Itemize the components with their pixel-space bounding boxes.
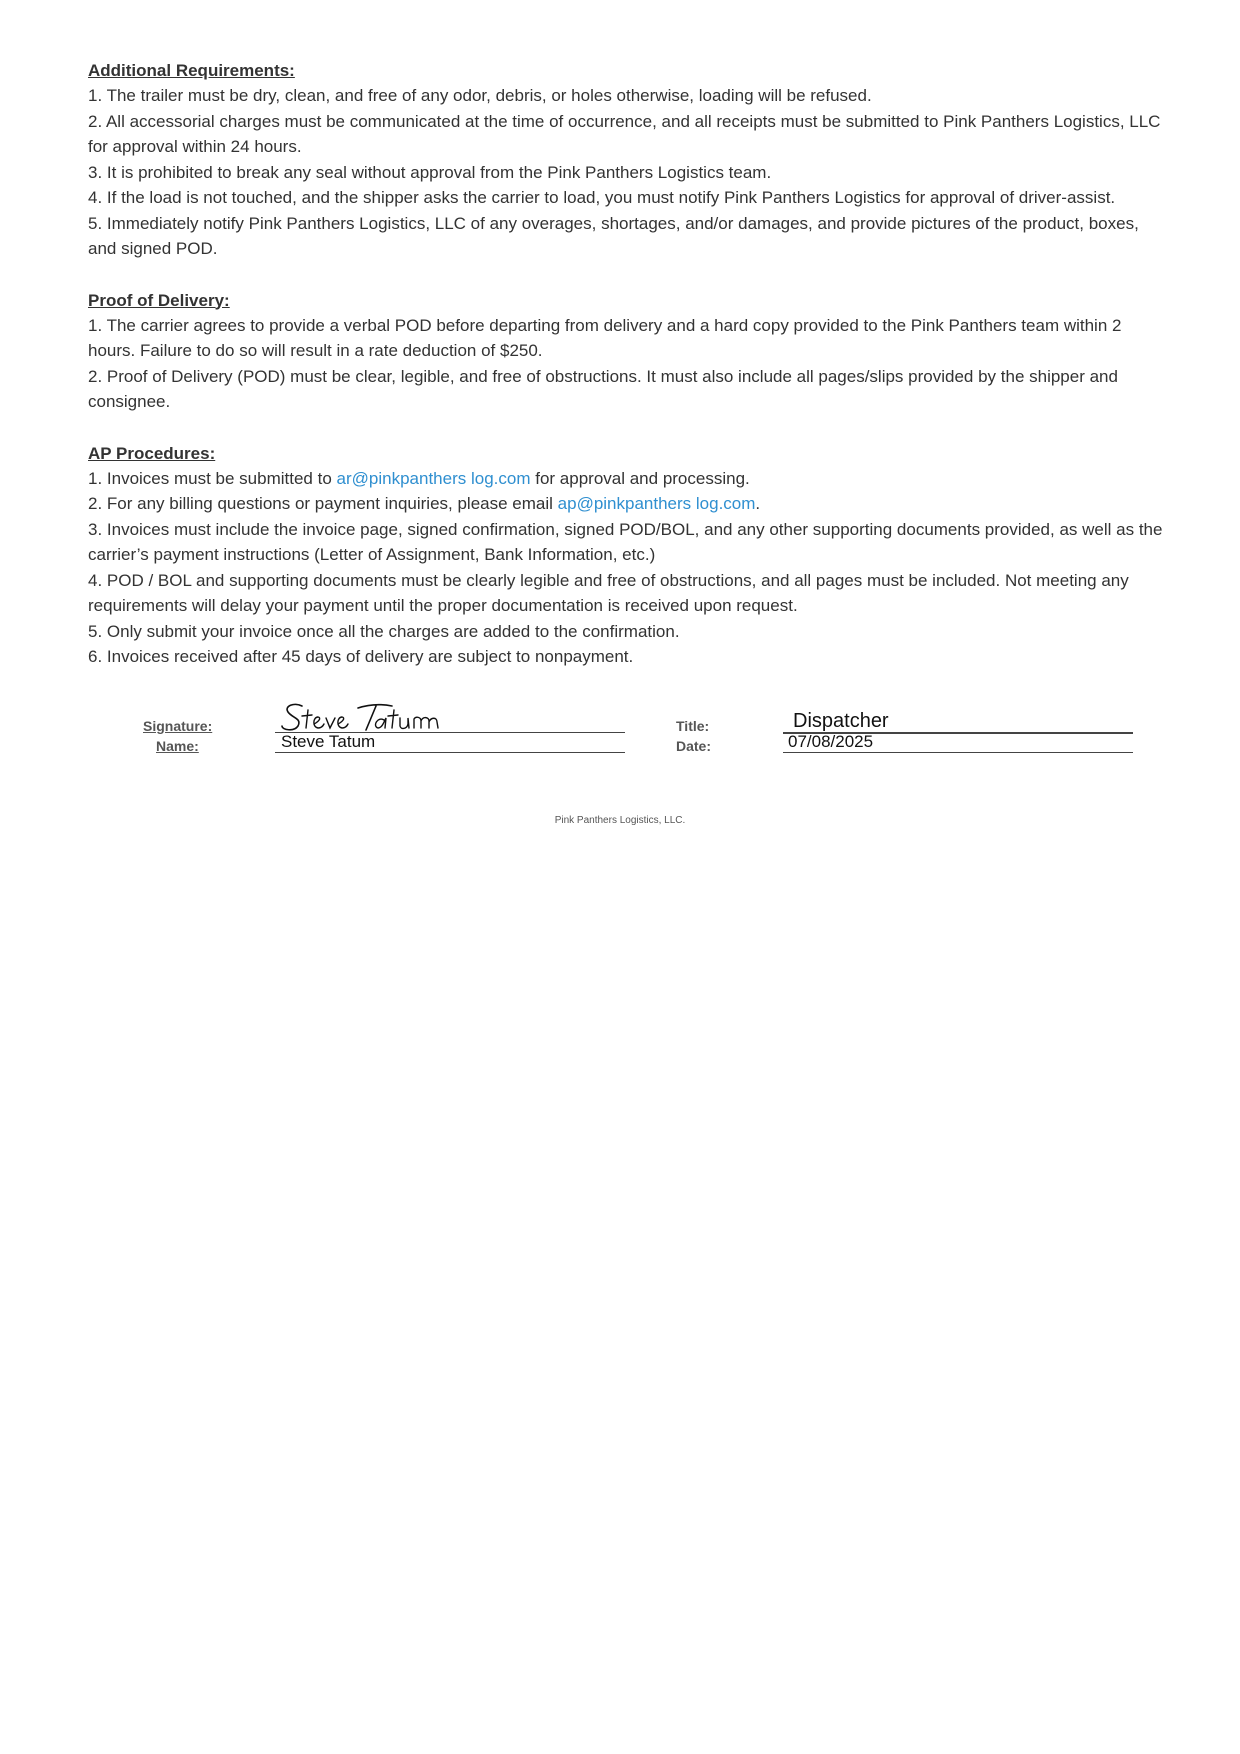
ar-email-link[interactable]: ar@pinkpanthers log.com — [336, 468, 531, 488]
ap-procedures-section — [88, 441, 1168, 670]
document-body — [88, 58, 1168, 696]
name-line — [275, 752, 625, 753]
page-footer: Pink Panthers Logistics, LLC. — [554, 815, 686, 826]
list-item: 4. POD / BOL and supporting documents must be clearly legible and free of obstructions, and all pages must be included. Not meeting any requirements will delay your payment until the proper documentation is received upon request. — [88, 570, 1129, 615]
date-line — [783, 752, 1133, 753]
list-item: 5. Immediately notify Pink Panthers Logistics, LLC of any overages, shortages, and/or damages, and provide pictures of the product, boxes, and signed POD. — [88, 213, 1139, 258]
section-title: Proof of Delivery: — [88, 290, 230, 310]
item-text: 1. Invoices must be submitted to — [88, 468, 332, 488]
title-value: Dispatcher — [793, 710, 889, 732]
section-title: AP Procedures: — [88, 443, 216, 463]
list-item: 2. All accessorial charges must be communicated at the time of occurrence, and all receipts must be submitted to Pink Panthers Logistics, LLC for approval within 24 hours. — [88, 111, 1161, 156]
list-item: 1. The carrier agrees to provide a verbal POD before departing from delivery and a hard copy provided to the Pink Panthers team within 2 hours. Failure to do so will result in a rate deduction of $250. — [88, 315, 1122, 360]
additional-requirements-section — [88, 58, 1168, 262]
proof-of-delivery-section — [88, 288, 1168, 415]
list-item: 2. Proof of Delivery (POD) must be clear, legible, and free of obstructions. It must also include all pages/slips provided by the shipper and consignee. — [88, 366, 1118, 411]
list-item: 4. If the load is not touched, and the shipper asks the carrier to load, you must notify Pink Panthers Logistics for approval of driver-assist. — [88, 188, 1116, 207]
handwritten-signature — [280, 700, 480, 736]
date-label: Date: — [676, 738, 712, 754]
list-item — [88, 491, 1168, 517]
section-title: Additional Requirements: — [88, 61, 295, 80]
list-item: 3. Invoices must include the invoice page, signed confirmation, signed POD/BOL, and any other supporting documents provided, as well as the carrier’s payment instructions (Letter of Assignment, Bank Information, etc.) — [88, 519, 1163, 564]
item-text: for approval and processing. — [535, 468, 750, 488]
list-item: 3. It is prohibited to break any seal without approval from the Pink Panthers Logistics team. — [88, 162, 772, 182]
name-label: Name: — [156, 738, 199, 754]
item-text: 2. For any billing questions or payment inquiries, please email — [88, 494, 553, 513]
list-item: 6. Invoices received after 45 days of delivery are subject to nonpayment. — [88, 647, 634, 666]
title-label: Title: — [676, 718, 710, 734]
signature-label: Signature: — [143, 718, 213, 734]
date-value: 07/08/2025 — [788, 732, 874, 751]
name-value: Steve Tatum — [281, 732, 376, 751]
ap-email-link[interactable]: ap@pinkpanthers log.com — [557, 494, 756, 513]
list-item — [88, 466, 1168, 492]
item-text: . — [755, 494, 761, 513]
signature-block — [88, 700, 1168, 760]
list-item: 5. Only submit your invoice once all the charges are added to the confirmation. — [88, 621, 680, 641]
list-item: 1. The trailer must be dry, clean, and free of any odor, debris, or holes otherwise, loading will be refused. — [88, 86, 872, 105]
